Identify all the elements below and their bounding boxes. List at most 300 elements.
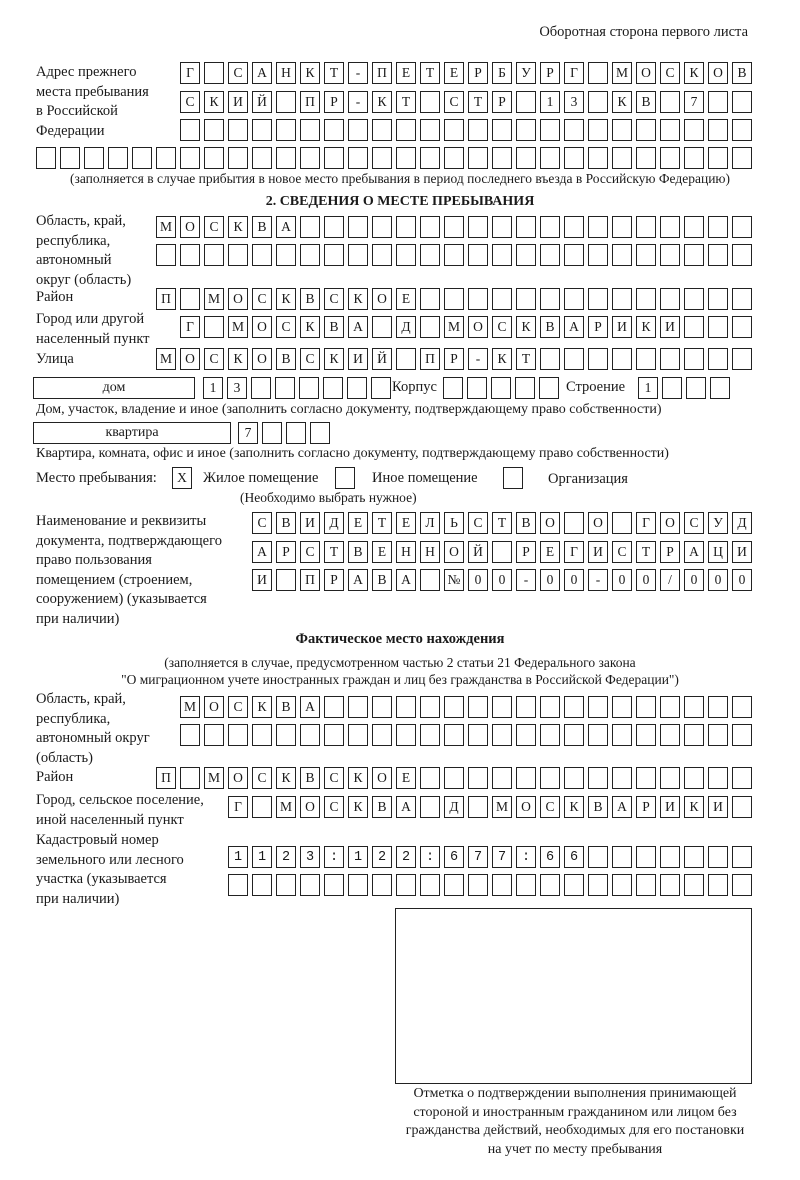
char-cell[interactable]: Г — [564, 62, 584, 84]
char-cell[interactable]: 1 — [638, 377, 658, 399]
char-cell[interactable]: 0 — [612, 569, 632, 591]
char-cell[interactable] — [468, 288, 488, 310]
char-cell[interactable] — [468, 874, 488, 896]
char-cell[interactable] — [324, 244, 344, 266]
char-cell[interactable] — [156, 244, 176, 266]
char-cell[interactable] — [516, 147, 536, 169]
char-cell[interactable]: С — [612, 541, 632, 563]
char-cell[interactable]: Р — [516, 541, 536, 563]
char-cell[interactable] — [588, 724, 608, 746]
char-cell[interactable] — [636, 216, 656, 238]
char-cell[interactable] — [660, 696, 680, 718]
char-cell[interactable]: В — [372, 569, 392, 591]
char-cell[interactable] — [539, 377, 559, 399]
char-cell[interactable] — [444, 119, 464, 141]
char-cell[interactable]: П — [300, 91, 320, 113]
char-cell[interactable]: Р — [492, 91, 512, 113]
char-cell[interactable] — [612, 119, 632, 141]
char-cell[interactable] — [420, 796, 440, 818]
char-cell[interactable]: С — [252, 512, 272, 534]
char-cell[interactable] — [132, 147, 152, 169]
char-cell[interactable]: Е — [396, 288, 416, 310]
house-type-field[interactable]: дом — [33, 377, 195, 399]
char-cell[interactable] — [300, 724, 320, 746]
char-cell[interactable]: Л — [420, 512, 440, 534]
char-cell[interactable] — [540, 119, 560, 141]
char-cell[interactable]: С — [228, 62, 248, 84]
char-cell[interactable]: К — [636, 316, 656, 338]
char-cell[interactable]: С — [324, 288, 344, 310]
char-cell[interactable] — [684, 874, 704, 896]
char-cell[interactable] — [276, 119, 296, 141]
char-cell[interactable] — [612, 147, 632, 169]
char-cell[interactable] — [491, 377, 511, 399]
char-cell[interactable]: В — [300, 767, 320, 789]
char-cell[interactable]: Р — [444, 348, 464, 370]
apartment-type-field[interactable]: квартира — [33, 422, 231, 444]
char-cell[interactable]: - — [348, 62, 368, 84]
char-cell[interactable]: К — [612, 91, 632, 113]
char-cell[interactable] — [299, 377, 319, 399]
char-cell[interactable] — [612, 244, 632, 266]
char-cell[interactable]: С — [660, 62, 680, 84]
char-cell[interactable] — [564, 767, 584, 789]
char-cell[interactable] — [251, 377, 271, 399]
char-cell[interactable]: А — [276, 216, 296, 238]
char-cell[interactable] — [732, 244, 752, 266]
char-cell[interactable] — [180, 147, 200, 169]
actual-region-row-2[interactable] — [180, 724, 752, 746]
char-cell[interactable] — [540, 724, 560, 746]
char-cell[interactable] — [684, 288, 704, 310]
char-cell[interactable]: А — [396, 796, 416, 818]
char-cell[interactable]: Г — [564, 541, 584, 563]
char-cell[interactable] — [660, 91, 680, 113]
char-cell[interactable] — [467, 377, 487, 399]
char-cell[interactable] — [420, 874, 440, 896]
char-cell[interactable] — [420, 244, 440, 266]
char-cell[interactable] — [540, 216, 560, 238]
char-cell[interactable]: К — [372, 91, 392, 113]
char-cell[interactable] — [588, 147, 608, 169]
char-cell[interactable] — [636, 119, 656, 141]
char-cell[interactable] — [443, 377, 463, 399]
char-cell[interactable] — [516, 874, 536, 896]
char-cell[interactable] — [540, 288, 560, 310]
char-cell[interactable] — [252, 119, 272, 141]
char-cell[interactable]: К — [516, 316, 536, 338]
char-cell[interactable]: Д — [324, 512, 344, 534]
char-cell[interactable]: К — [684, 796, 704, 818]
char-cell[interactable] — [492, 874, 512, 896]
char-cell[interactable] — [420, 696, 440, 718]
char-cell[interactable]: И — [708, 796, 728, 818]
char-cell[interactable]: К — [276, 288, 296, 310]
char-cell[interactable] — [684, 119, 704, 141]
char-cell[interactable]: В — [588, 796, 608, 818]
char-cell[interactable] — [564, 147, 584, 169]
char-cell[interactable]: С — [444, 91, 464, 113]
char-cell[interactable] — [708, 119, 728, 141]
char-cell[interactable] — [612, 512, 632, 534]
char-cell[interactable] — [276, 91, 296, 113]
char-cell[interactable] — [588, 244, 608, 266]
char-cell[interactable]: Р — [660, 541, 680, 563]
char-cell[interactable] — [228, 724, 248, 746]
char-cell[interactable]: Р — [588, 316, 608, 338]
char-cell[interactable]: А — [348, 569, 368, 591]
char-cell[interactable] — [468, 724, 488, 746]
house-number-row[interactable] — [203, 377, 391, 399]
char-cell[interactable] — [540, 696, 560, 718]
char-cell[interactable]: Е — [348, 512, 368, 534]
char-cell[interactable]: О — [204, 696, 224, 718]
char-cell[interactable]: - — [588, 569, 608, 591]
char-cell[interactable] — [372, 696, 392, 718]
char-cell[interactable] — [324, 119, 344, 141]
char-cell[interactable] — [84, 147, 104, 169]
char-cell[interactable]: Б — [492, 62, 512, 84]
char-cell[interactable]: Р — [276, 541, 296, 563]
char-cell[interactable] — [732, 767, 752, 789]
char-cell[interactable] — [468, 147, 488, 169]
char-cell[interactable] — [444, 696, 464, 718]
char-cell[interactable] — [348, 874, 368, 896]
char-cell[interactable]: И — [228, 91, 248, 113]
char-cell[interactable]: Д — [732, 512, 752, 534]
char-cell[interactable]: 3 — [564, 91, 584, 113]
char-cell[interactable]: С — [276, 316, 296, 338]
char-cell[interactable]: В — [348, 541, 368, 563]
char-cell[interactable]: С — [300, 541, 320, 563]
char-cell[interactable]: С — [492, 316, 512, 338]
char-cell[interactable] — [660, 874, 680, 896]
char-cell[interactable] — [636, 244, 656, 266]
char-cell[interactable] — [372, 216, 392, 238]
char-cell[interactable]: К — [564, 796, 584, 818]
char-cell[interactable] — [492, 216, 512, 238]
char-cell[interactable] — [444, 767, 464, 789]
char-cell[interactable] — [286, 422, 306, 444]
char-cell[interactable] — [636, 288, 656, 310]
char-cell[interactable]: К — [684, 62, 704, 84]
char-cell[interactable] — [708, 767, 728, 789]
char-cell[interactable] — [420, 91, 440, 113]
char-cell[interactable] — [324, 874, 344, 896]
char-cell[interactable]: М — [204, 288, 224, 310]
char-cell[interactable]: Т — [636, 541, 656, 563]
char-cell[interactable]: В — [276, 512, 296, 534]
char-cell[interactable]: Ь — [444, 512, 464, 534]
district-row[interactable] — [156, 288, 752, 310]
char-cell[interactable]: П — [156, 288, 176, 310]
char-cell[interactable]: П — [156, 767, 176, 789]
street-row[interactable] — [156, 348, 752, 370]
char-cell[interactable] — [348, 147, 368, 169]
char-cell[interactable] — [564, 512, 584, 534]
char-cell[interactable] — [564, 288, 584, 310]
char-cell[interactable]: Н — [396, 541, 416, 563]
char-cell[interactable] — [180, 724, 200, 746]
char-cell[interactable] — [564, 696, 584, 718]
char-cell[interactable] — [660, 147, 680, 169]
char-cell[interactable]: А — [684, 541, 704, 563]
char-cell[interactable]: Т — [492, 512, 512, 534]
checkbox-residential[interactable]: X — [172, 467, 192, 489]
char-cell[interactable] — [684, 147, 704, 169]
char-cell[interactable] — [252, 796, 272, 818]
char-cell[interactable]: Й — [372, 348, 392, 370]
char-cell[interactable] — [310, 422, 330, 444]
char-cell[interactable] — [732, 288, 752, 310]
char-cell[interactable] — [204, 316, 224, 338]
char-cell[interactable]: К — [228, 216, 248, 238]
char-cell[interactable]: Е — [396, 512, 416, 534]
char-cell[interactable] — [324, 696, 344, 718]
document-row-1[interactable] — [252, 512, 752, 534]
char-cell[interactable] — [564, 348, 584, 370]
char-cell[interactable]: К — [348, 288, 368, 310]
char-cell[interactable]: С — [540, 796, 560, 818]
previous-address-row-1[interactable] — [180, 62, 752, 84]
char-cell[interactable] — [204, 244, 224, 266]
region-row-1[interactable] — [156, 216, 752, 238]
document-row-3[interactable] — [252, 569, 752, 591]
char-cell[interactable] — [564, 874, 584, 896]
char-cell[interactable] — [612, 874, 632, 896]
actual-region-row-1[interactable] — [180, 696, 752, 718]
char-cell[interactable]: Е — [444, 62, 464, 84]
char-cell[interactable]: К — [276, 767, 296, 789]
char-cell[interactable]: И — [612, 316, 632, 338]
char-cell[interactable]: М — [156, 216, 176, 238]
char-cell[interactable] — [324, 216, 344, 238]
char-cell[interactable]: О — [252, 348, 272, 370]
char-cell[interactable] — [612, 216, 632, 238]
char-cell[interactable] — [324, 147, 344, 169]
char-cell[interactable]: О — [588, 512, 608, 534]
char-cell[interactable] — [540, 147, 560, 169]
char-cell[interactable] — [708, 874, 728, 896]
char-cell[interactable]: В — [324, 316, 344, 338]
char-cell[interactable] — [228, 147, 248, 169]
char-cell[interactable]: К — [228, 348, 248, 370]
char-cell[interactable] — [396, 348, 416, 370]
char-cell[interactable]: А — [396, 569, 416, 591]
char-cell[interactable] — [444, 147, 464, 169]
char-cell[interactable] — [686, 377, 706, 399]
actual-city-row[interactable] — [228, 796, 752, 818]
char-cell[interactable] — [492, 119, 512, 141]
char-cell[interactable] — [636, 874, 656, 896]
char-cell[interactable]: Е — [396, 62, 416, 84]
char-cell[interactable]: Т — [372, 512, 392, 534]
char-cell[interactable] — [204, 147, 224, 169]
char-cell[interactable] — [276, 874, 296, 896]
char-cell[interactable] — [708, 244, 728, 266]
char-cell[interactable]: В — [732, 62, 752, 84]
char-cell[interactable] — [180, 767, 200, 789]
char-cell[interactable] — [348, 724, 368, 746]
char-cell[interactable] — [612, 724, 632, 746]
char-cell[interactable]: М — [204, 767, 224, 789]
cadastral-row-2[interactable] — [228, 874, 752, 896]
char-cell[interactable] — [660, 767, 680, 789]
char-cell[interactable]: С — [228, 696, 248, 718]
char-cell[interactable]: О — [540, 512, 560, 534]
char-cell[interactable]: 7 — [684, 91, 704, 113]
char-cell[interactable] — [396, 147, 416, 169]
char-cell[interactable]: С — [300, 348, 320, 370]
char-cell[interactable]: Г — [180, 62, 200, 84]
char-cell[interactable]: Т — [324, 541, 344, 563]
char-cell[interactable]: Р — [468, 62, 488, 84]
char-cell[interactable]: К — [324, 348, 344, 370]
char-cell[interactable]: М — [444, 316, 464, 338]
char-cell[interactable]: А — [612, 796, 632, 818]
char-cell[interactable] — [252, 147, 272, 169]
char-cell[interactable] — [396, 874, 416, 896]
char-cell[interactable] — [420, 216, 440, 238]
char-cell[interactable]: К — [300, 316, 320, 338]
char-cell[interactable]: К — [252, 696, 272, 718]
char-cell[interactable]: К — [348, 796, 368, 818]
char-cell[interactable] — [516, 767, 536, 789]
char-cell[interactable] — [660, 244, 680, 266]
char-cell[interactable]: О — [468, 316, 488, 338]
checkbox-organization[interactable] — [503, 467, 523, 489]
previous-address-row-3[interactable] — [180, 119, 752, 141]
char-cell[interactable] — [732, 147, 752, 169]
char-cell[interactable]: О — [180, 348, 200, 370]
char-cell[interactable]: 0 — [708, 569, 728, 591]
char-cell[interactable]: - — [468, 348, 488, 370]
char-cell[interactable]: С — [204, 216, 224, 238]
char-cell[interactable]: Т — [396, 91, 416, 113]
char-cell[interactable]: К — [204, 91, 224, 113]
char-cell[interactable] — [540, 348, 560, 370]
char-cell[interactable]: А — [252, 62, 272, 84]
char-cell[interactable] — [300, 147, 320, 169]
char-cell[interactable] — [660, 216, 680, 238]
char-cell[interactable] — [636, 147, 656, 169]
char-cell[interactable]: И — [252, 569, 272, 591]
char-cell[interactable] — [444, 874, 464, 896]
char-cell[interactable] — [204, 62, 224, 84]
char-cell[interactable] — [180, 244, 200, 266]
char-cell[interactable]: Р — [540, 62, 560, 84]
char-cell[interactable]: А — [252, 541, 272, 563]
char-cell[interactable]: М — [612, 62, 632, 84]
char-cell[interactable]: М — [276, 796, 296, 818]
char-cell[interactable]: Г — [228, 796, 248, 818]
char-cell[interactable]: К — [300, 62, 320, 84]
char-cell[interactable]: - — [348, 91, 368, 113]
char-cell[interactable] — [275, 377, 295, 399]
char-cell[interactable]: Й — [468, 541, 488, 563]
char-cell[interactable]: И — [588, 541, 608, 563]
char-cell[interactable] — [468, 696, 488, 718]
stroenie-row[interactable] — [638, 377, 730, 399]
char-cell[interactable] — [444, 288, 464, 310]
region-row-2[interactable] — [156, 244, 752, 266]
char-cell[interactable]: И — [348, 348, 368, 370]
char-cell[interactable]: О — [228, 288, 248, 310]
previous-address-row-2[interactable] — [180, 91, 752, 113]
char-cell[interactable] — [444, 216, 464, 238]
char-cell[interactable] — [228, 119, 248, 141]
char-cell[interactable]: С — [252, 767, 272, 789]
char-cell[interactable]: С — [204, 348, 224, 370]
char-cell[interactable] — [396, 724, 416, 746]
char-cell[interactable]: Т — [420, 62, 440, 84]
char-cell[interactable] — [708, 316, 728, 338]
char-cell[interactable] — [372, 119, 392, 141]
char-cell[interactable]: Е — [372, 541, 392, 563]
char-cell[interactable]: / — [660, 569, 680, 591]
char-cell[interactable] — [276, 147, 296, 169]
char-cell[interactable]: М — [180, 696, 200, 718]
actual-district-row[interactable] — [156, 767, 752, 789]
char-cell[interactable] — [588, 62, 608, 84]
char-cell[interactable] — [252, 874, 272, 896]
char-cell[interactable] — [708, 91, 728, 113]
char-cell[interactable] — [660, 288, 680, 310]
char-cell[interactable] — [710, 377, 730, 399]
char-cell[interactable] — [300, 244, 320, 266]
char-cell[interactable] — [372, 244, 392, 266]
char-cell[interactable]: 0 — [468, 569, 488, 591]
char-cell[interactable] — [516, 216, 536, 238]
char-cell[interactable]: С — [468, 512, 488, 534]
checkbox-other-premises[interactable] — [335, 467, 355, 489]
char-cell[interactable] — [300, 119, 320, 141]
char-cell[interactable] — [180, 288, 200, 310]
char-cell[interactable] — [372, 874, 392, 896]
char-cell[interactable] — [564, 724, 584, 746]
char-cell[interactable] — [468, 119, 488, 141]
char-cell[interactable]: 3 — [227, 377, 247, 399]
char-cell[interactable] — [684, 348, 704, 370]
char-cell[interactable]: О — [444, 541, 464, 563]
char-cell[interactable] — [708, 724, 728, 746]
char-cell[interactable]: И — [660, 796, 680, 818]
char-cell[interactable] — [708, 348, 728, 370]
char-cell[interactable] — [660, 348, 680, 370]
char-cell[interactable]: М — [156, 348, 176, 370]
char-cell[interactable] — [372, 147, 392, 169]
char-cell[interactable] — [396, 119, 416, 141]
char-cell[interactable]: С — [180, 91, 200, 113]
char-cell[interactable]: - — [516, 569, 536, 591]
char-cell[interactable]: А — [348, 316, 368, 338]
char-cell[interactable] — [588, 288, 608, 310]
char-cell[interactable] — [588, 91, 608, 113]
char-cell[interactable]: О — [372, 767, 392, 789]
char-cell[interactable]: Е — [396, 767, 416, 789]
char-cell[interactable] — [732, 724, 752, 746]
char-cell[interactable]: Р — [324, 91, 344, 113]
char-cell[interactable]: П — [372, 62, 392, 84]
char-cell[interactable]: С — [684, 512, 704, 534]
char-cell[interactable] — [324, 724, 344, 746]
char-cell[interactable]: 0 — [564, 569, 584, 591]
char-cell[interactable] — [540, 767, 560, 789]
char-cell[interactable]: И — [660, 316, 680, 338]
char-cell[interactable] — [468, 216, 488, 238]
char-cell[interactable] — [660, 119, 680, 141]
char-cell[interactable] — [540, 244, 560, 266]
